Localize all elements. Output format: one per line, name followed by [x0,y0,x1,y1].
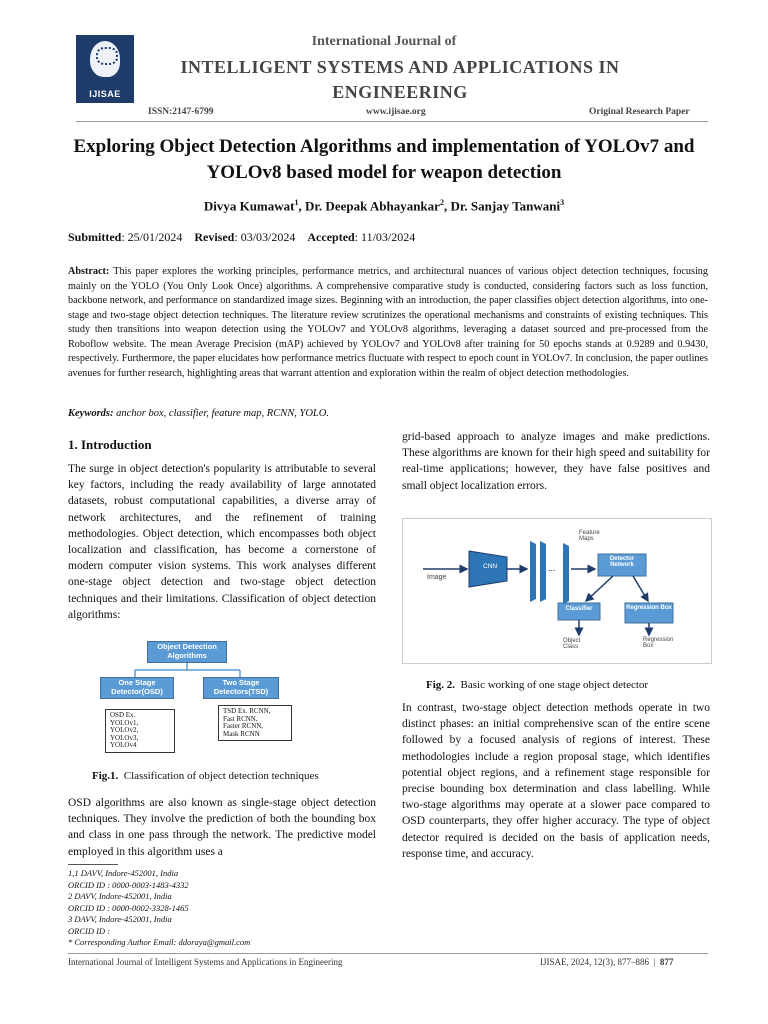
regression-box-node-label: Regression Box [626,605,672,611]
classifier-label: Classifier [565,606,593,612]
osd-paragraph: OSD algorithms are also known as single-stage object detection techniques. They involve the prediction of both the bounding box and class in one pass through the network. The predictive model employed in this algorithm uses a [68,797,376,858]
footnotes: 1,1 DAVV, Indore-452001, India ORCID ID : 0000-0003-1483-4332 2 DAVV, Indore-452001, India ORCID ID : 0000-0002-3328-1465 3 DAVV, Indore-452001, India ORCID ID : * Corresponding Author Email: ddoraya@gmail.com [68,868,388,949]
abstract [68,265,708,381]
footer-rule [68,953,708,954]
author-name: Dr. Sanjay Tanwani [450,198,561,214]
journal-website-link[interactable]: www.ijisae.org [366,107,426,117]
footer-journal: International Journal of Intelligent Systems and Applications in Engineering [68,957,343,967]
author-name: Divya Kumawat [203,198,295,214]
abstract-text: This paper explores the working principles, performance metrics, and architectural nuances of various object detection techniques, focusing mainly on the YOLO (You Only Look Once) algorithms. A comprehensive comparative study is conducted, considering factors such as loss function, backbone network, and performance on standardized image sizes. Beginning with an introduction, the paper classifies object detection algorithms, into one-stage and two-stage object detection techniques. The literature review scrutinizes the operational mechanisms and constraints of existing techniques. This study then transitions into weapon detection using the YOLOv7 and YOLOv8 algorithms, leveraging a dataset sourced and pre-processed from the Roboflow website. The mean Average Precision (mAP) achieved by YOLOv7 and YOLOv8 after training for 50 epochs stands at 0.9289 and 0.9430, respectively. Furthermore, the paper elucidates how performance metrics fluctuate with respect to epoch count in YOLOv7. In conclusion, the paper outlines avenues for further research, highlighting areas that warrant attention and exploration within the realm of object detection methodologies. [68,266,708,379]
submission-dates: Submitted: 25/01/2024 Revised: 03/03/2024 Accepted: 11/03/2024 [68,230,416,244]
keywords: Keywords: anchor box, classifier, feature map, RCNN, YOLO. [68,408,329,419]
section-heading: 1. Introduction [68,437,152,452]
image-label: Image [427,574,447,581]
journal-name-line2: INTELLIGENT SYSTEMS AND APPLICATIONS IN ENGINEERING [180,57,620,102]
feature-maps-label: Feature Maps [579,530,600,542]
paper-title: Exploring Object Detection Algorithms and implementation of YOLOv7 and YOLOv8 based model for weapon detection [73,136,695,183]
osd-examples: OSD Ex. YOLOv1, YOLOv2, YOLOv3, YOLOv4 [105,709,175,753]
intro-paragraph: The surge in object detection's popularity is attributable to several key factors, including the ready availability of large annotated datasets, robust computational capabilities, a diverse array of network architectures, and the refinement of training methodologies. Object detection, which encompasses both object localization and classification, has become a cornerstone of modern computer vision systems. This work analyses different one-stage object detection and two-stage object detection techniques and their limitations. Classification of object detection algorithms: [68,463,376,621]
paper-type: Original Research Paper [589,107,690,117]
cnn-label: CNN [483,563,498,570]
footnote-rule [68,864,118,865]
header-divider [76,121,708,122]
right-paragraph-1: grid-based approach to analyze images and make predictions. These algorithms are known for their high speed and suitability for real-time applications; however, they have false positives and small object localization errors. [402,431,710,492]
regression-box-output-label: Regression Box [643,637,674,649]
footer-citation: IJISAE, 2024, 12(3), 877–886 | 877 [540,957,674,967]
page-number: 877 [659,957,674,967]
issn: ISSN:2147-6799 [148,107,214,117]
osd-node: One Stage Detector(OSD) [100,677,174,699]
corresponding-email: * Corresponding Author Email: ddoraya@gmail.com [68,937,251,947]
ellipsis: ... [548,563,556,573]
detector-network-label: Detector Network [609,556,635,568]
figure-2-caption: Fig. 2. Basic working of one stage object detector [426,679,649,691]
logo-text: IJISAE [89,89,121,99]
author-list: Divya Kumawat$^1$, Dr. Deepak Abhayankar$^2$, Dr. Sanjay Tanwani$^3$ [203,198,565,214]
author-name: Dr. Deepak Abhayankar [304,198,440,214]
abstract-label: Abstract: [68,266,110,277]
journal-name-line1: International Journal of [311,34,457,49]
tsd-node: Two Stage Detectors(TSD) [203,677,279,699]
root-node: Object Detection Algorithms [147,641,227,663]
tsd-examples: TSD Ex. RCNN, Fast RCNN, Faster RCNN, Mask RCNN [218,705,292,741]
figure-2 [402,518,712,664]
figure-1 [100,636,300,749]
right-paragraph-2: In contrast, two-stage object detection methods operate in two distinct phases: an initial comprehensive scan of the entire scene followed by a focused analysis of regions of interest. These methodologies include a region proposal stage, which identifies potential object regions, and a refinement stage responsible for precise bounding box determination and class labelling. While two-stage algorithms may operate at a slower pace compared to OSD counterparts, they offer higher accuracy. The type of object detector required is decided on the basis of application needs, response time, and accuracy. [402,702,710,860]
object-class-label: Object Class [563,638,581,650]
figure-1-caption: Fig.1. Classification of object detection techniques [92,770,319,782]
